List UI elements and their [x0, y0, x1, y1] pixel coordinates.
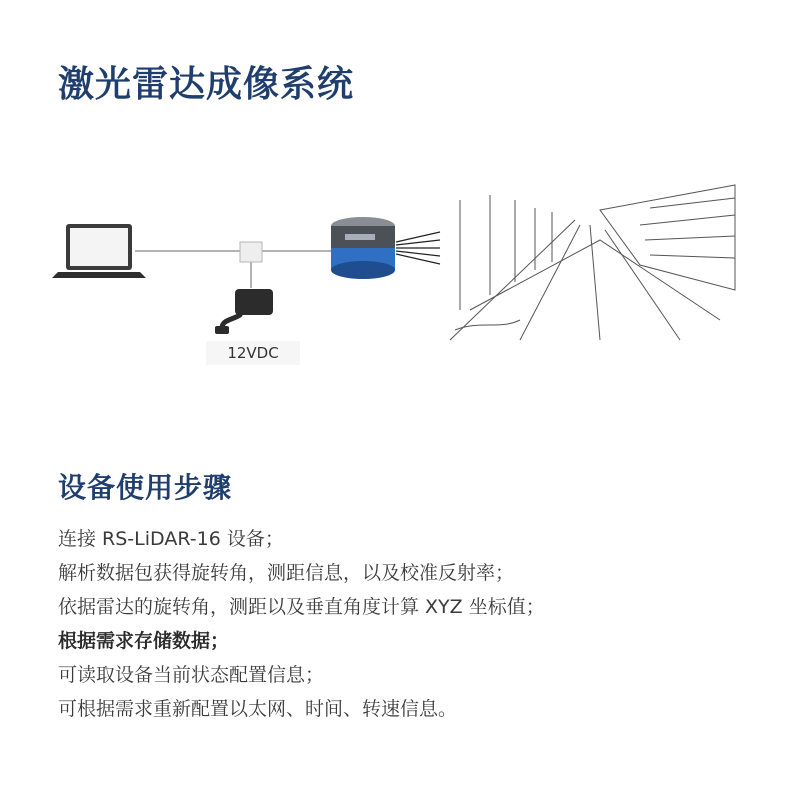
page-title: 激光雷达成像系统 [58, 64, 355, 105]
laser-beams [396, 232, 440, 264]
usage-step: 解析数据包获得旋转角，测距信息，以及校准反射率； [58, 562, 515, 584]
laptop-icon [52, 224, 146, 278]
usage-step: 依据雷达的旋转角，测距以及垂直角度计算 XYZ 坐标值； [58, 596, 545, 618]
usage-step: 连接 RS-LiDAR-16 设备； [58, 528, 284, 550]
lidar-system-diagram [0, 170, 800, 380]
lidar-device-icon [331, 217, 395, 279]
street-sketch-image [450, 185, 735, 340]
usage-step: 可读取设备当前状态配置信息； [58, 664, 325, 686]
power-supply-label: 12VDC [206, 341, 300, 365]
interface-box-icon [240, 242, 262, 262]
power-adapter-icon [215, 289, 273, 334]
usage-step: 可根据需求重新配置以太网、时间、转速信息。 [58, 698, 458, 720]
usage-steps-list [58, 522, 758, 726]
usage-step: 根据需求存储数据； [58, 630, 230, 652]
usage-title: 设备使用步骤 [58, 471, 233, 504]
